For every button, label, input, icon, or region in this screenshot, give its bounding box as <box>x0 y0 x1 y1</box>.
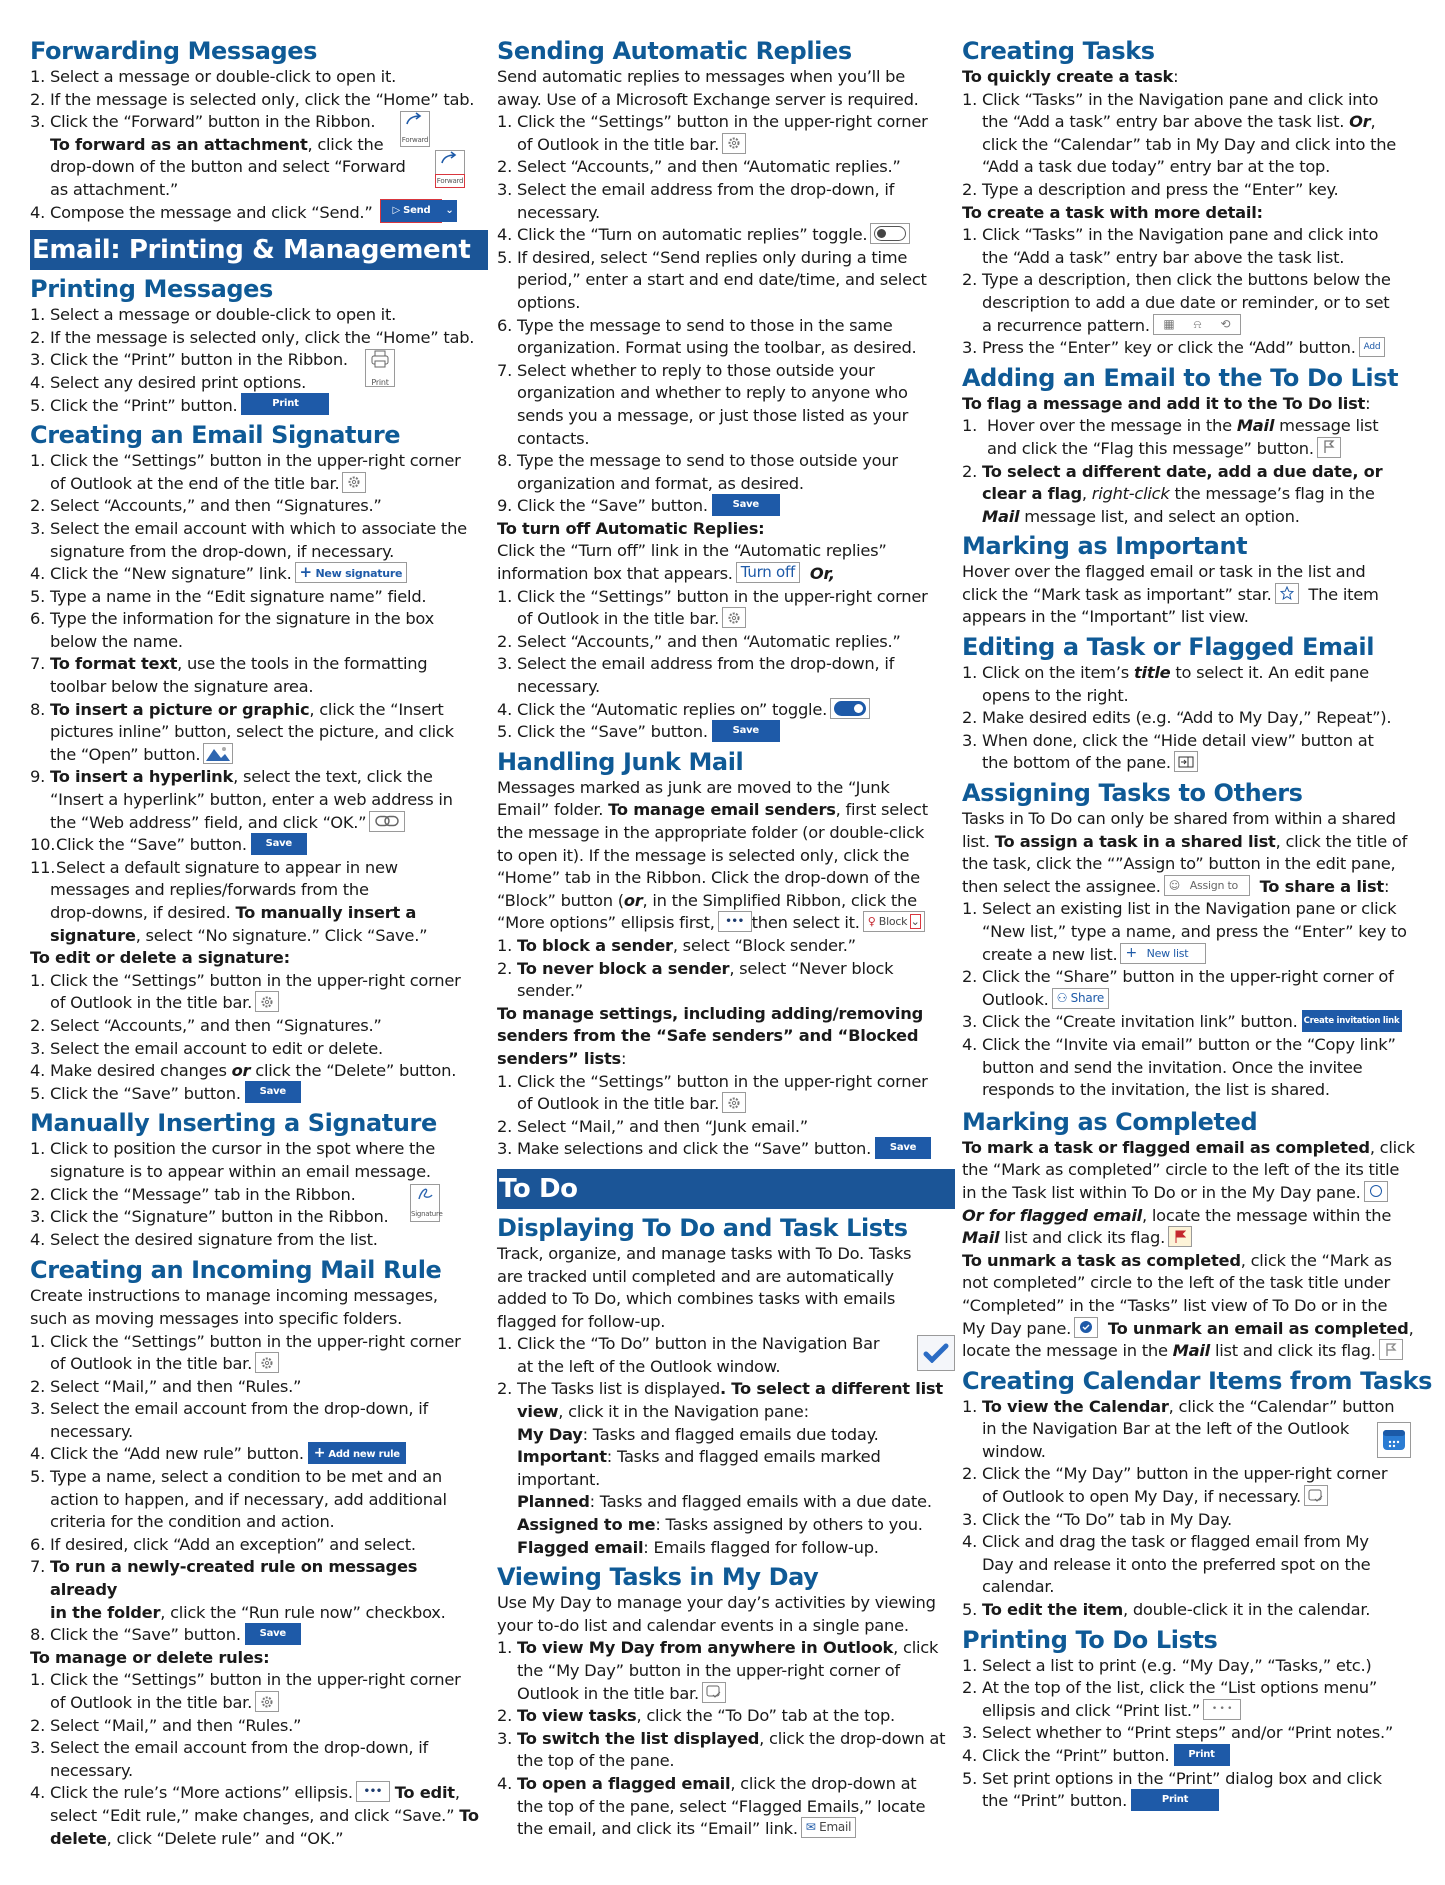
settings-gear-icon[interactable] <box>722 1092 746 1113</box>
print-ribbon-button[interactable]: Print <box>365 349 395 387</box>
share-people-icon: ⚇ <box>1056 990 1068 1005</box>
forward-ribbon-button[interactable]: Forward <box>400 111 430 147</box>
email-link[interactable]: ✉ Email <box>801 1817 856 1838</box>
list-view-assigned: Assigned to me: Tasks assigned by others to you. <box>517 1515 923 1535</box>
signature-ribbon-button[interactable]: Signature <box>410 1184 440 1222</box>
section-title-adding-email: Adding an Email to the To Do List <box>962 363 1399 392</box>
plus-icon: + <box>1125 944 1137 961</box>
list-options-ellipsis-icon[interactable]: • • • <box>1203 1699 1241 1720</box>
new-signature-link[interactable]: + New signature <box>295 562 408 583</box>
mark-completed-circle-icon[interactable] <box>1364 1181 1388 1202</box>
block-dropdown-chevron-icon[interactable]: ⌄ <box>910 915 920 929</box>
signature-pen-icon <box>416 1185 434 1201</box>
block-person-icon: ♀ <box>867 915 876 929</box>
settings-gear-icon[interactable] <box>255 991 279 1012</box>
forward-arrow-icon <box>404 112 426 126</box>
add-button[interactable]: Add <box>1359 337 1386 357</box>
section-title-junk-mail: Handling Junk Mail <box>497 747 744 776</box>
section-title-editing-task: Editing a Task or Flagged Email <box>962 633 1375 662</box>
envelope-icon: ✉ <box>805 1820 816 1835</box>
list-view-my-day: My Day: Tasks and flagged emails due today. <box>517 1424 879 1444</box>
section-title-forwarding: Forwarding Messages <box>30 37 318 65</box>
settings-gear-icon[interactable] <box>722 133 746 154</box>
reminder-bell-icon: ⍾ <box>1193 316 1202 331</box>
subheading-more-detail: To create a task with more detail: <box>962 202 1263 222</box>
section-title-important: Marking as Important <box>962 532 1248 561</box>
list-view-flagged: Flagged email: Emails flagged for follow-up. <box>517 1537 879 1557</box>
my-day-icon[interactable] <box>702 1682 726 1703</box>
section-title-manual-signature: Manually Inserting a Signature <box>30 1109 437 1138</box>
star-outline-icon[interactable] <box>1275 583 1299 604</box>
send-button[interactable]: ▷ Send <box>381 200 441 222</box>
plus-icon: + <box>299 563 312 582</box>
share-button[interactable]: ⚇ Share <box>1052 988 1109 1009</box>
subheading-turn-off: To turn off Automatic Replies: <box>497 518 765 538</box>
step: 1. Select a message or double-click to open it. <box>30 67 397 86</box>
column-3: Creating Tasks To quickly create a task: 1. Click “Tasks” in the Navigation pane and click into the “Add a task” entry bar above the task list. Or, click the “Calendar” tab in My Day and click into the “Add a task due today” entry bar at the top. 2. Type a description and press the “Enter” key. To create a task with more detail: 1. Click “Tasks” in the Navigation pane and click into the “Add a task” entry bar above the task list. 2. Type a description, then click the buttons below the description to add a due date or reminder, or to set a recurrence pattern. ▦ ⍾ ⟲ 3. Press the “Enter” key or click the “Add” button. Add Adding an Email to the To Do List To flag a message and add it to the To Do list: 1. Hover over the message in the Mail message list and click the “Flag this message” button. 2. To select a different date, add a due date, or clear a flag, right-click the message’s flag in the Mail message list, and select an option. Marking as Important Hover over the flagged email or task in the list and click the “Mark task as important” star. The item appears in the “Important” list view. Editing a Task or Flagged Email 1. Click on the item’s title to select it. An edit pane opens to the right. 2. Make desired edits (e.g. “Add to My Day,” Repeat”). 3. When done, click the “Hide detail view” button at the bottom of the pane. Assigning Tasks to Others Tasks in To Do can only be shared from within a shared list. To assign a task in a shared list, click the title of the task, click the “”Assign to” button in the edit pane, then select the assignee. ☺ Assign to To share a list: 1. Select an existing list in the Navigation pane or click “New list,” type a name, and press the “Enter” key to create a new list. + New list 2. Click the “Share” button in the upper-right corner of Outlook. ⚇ Share 3. Click the “Create invitation link” button. Create invitation link 4. Click the “Invite via email” button or the “Copy link” button and send the invitation. Once the invitee responds to the invitation, the list is shared. Marking as Completed To mark a task or flagged email as completed, click the “Mark as completed” circle to the left of the its title in the Task list within To Do or in the My Day pane. Or for flagged email, locate the message within the Mail list and click its flag. To unmark a task as completed, click the “Mark as not completed” circle to the left of the task title under “Completed” in the “Tasks” list view of To Do or in the My Day pane. To unmark an email as completed, locate the message in the Mail list and click its flag. Creating Calendar Items from Tasks 1. To view the Calendar, click the “Calendar” button in the Navigation Bar at the left of the Outlook window. 2. Click the “My Day” button in the upper-right corner of Outlook to open My Day, if necessary. 3. Click the “To Do” tab in My Day. 4. Click and drag the task or flagged email from My Day and release it onto the preferred spot on the calendar. 5. To edit the item, double-click it in the calendar. Printing To Do Lists 1. Select a list to print (e.g. “My Day,” “Tasks,” etc.) 2. At the top of the list, click the “List options menu” ellipsis and click “Print list.” • • • 3. Select whether to “Print steps” and/or “Print notes.” 4. Click the “Print” button. Print 5. Set print options in the “Print” dialog box and click the “Print” button. Print <box>962 37 1433 1811</box>
person-icon: ☺ <box>1168 878 1180 892</box>
more-options-ellipsis-icon[interactable]: ••• <box>718 911 752 932</box>
settings-gear-icon[interactable] <box>342 472 366 493</box>
hyperlink-icon[interactable] <box>369 811 405 832</box>
assign-to-button[interactable]: ☺ Assign to <box>1164 875 1250 896</box>
task-options-toolbar[interactable] <box>1153 314 1241 335</box>
step: 4. Compose the message and click “Send.” ▷ Send ⌄ <box>30 202 488 225</box>
section-title-printing-todo: Printing To Do Lists <box>962 1625 1218 1654</box>
todo-checkmark-icon[interactable] <box>917 1335 955 1371</box>
plus-icon: + <box>313 1444 326 1461</box>
red-flag-icon[interactable] <box>1168 1226 1192 1247</box>
section-title-mail-rule: Creating an Incoming Mail Rule <box>30 1256 442 1285</box>
section-title-printing: Printing Messages <box>30 275 273 304</box>
settings-gear-icon[interactable] <box>722 607 746 628</box>
subheading-manage-rules: To manage or delete rules: <box>30 1647 270 1667</box>
section-title-calendar-items: Creating Calendar Items from Tasks <box>962 1366 1433 1395</box>
settings-gear-icon[interactable] <box>255 1691 279 1712</box>
forward-dropdown-button[interactable]: Forward <box>435 150 465 188</box>
my-day-icon[interactable] <box>1304 1485 1328 1506</box>
print-button[interactable]: Print <box>1131 1789 1219 1811</box>
due-date-calendar-icon: ▦ <box>1163 316 1175 331</box>
printer-icon <box>370 350 390 368</box>
flag-outline-icon[interactable] <box>1317 437 1341 458</box>
section-title-auto-replies: Sending Automatic Replies <box>497 37 852 65</box>
block-button[interactable]: ♀ Block ⌄ <box>863 911 925 932</box>
forward-arrow-icon <box>439 151 461 165</box>
print-button[interactable]: Print <box>241 393 329 415</box>
create-invitation-link-button[interactable]: Create invitation link <box>1302 1010 1402 1032</box>
flag-outline-icon[interactable] <box>1379 1339 1403 1360</box>
column-1: Forwarding Messages 1. Select a message or double-click to open it. 2. If the message is selected only, click the “Home” tab. 3. Click the “Forward” button in the Ribbon. Forward To forward as an attachment, click the drop-down of the button and select “Forward Forward as attachment.” 4. Compose the message and click “Send.” ▷ Send ⌄ Email: Printing & Management Printing Messages 1. Select a message or double-click to open it. 2. If the message is selected only, click the “Home” tab. 3. Click the “Print” button in the Ribbon. Print 4. Select any desired print options. 5. Click the “Print” button. Print Creating an Email Signature 1. Click the “Settings” button in the upper-right corner of Outlook at the end of the title bar. 2. Select “Accounts,” and then “Signatures.” 3. Select the email account with which to associate the signature from the drop-down, if necessary. 4. Click the “New signature” link. + New signature 5. Type a name in the “Edit signature name” field. 6. Type the information for the signature in the box below the name. 7. To format text, use the tools in the formatting toolbar below the signature area. 8. To insert a picture or graphic, click the “Insert pictures inline” button, select the picture, and click the “Open” button. 9. To insert a hyperlink, select the text, click the “Insert a hyperlink” button, enter a web address in the “Web address” field, and click “OK.” 10. Click the “Save” button. Save 11. Select a default signature to appear in new messages and replies/forwards from the drop-downs, if desired. To manually insert a signature, select “No signature.” Click “Save.” To edit or delete a signature: 1. Click the “Settings” button in the upper-right corner of Outlook in the title bar. 2. Select “Accounts,” and then “Signatures.” 3. Select the email account to edit or delete. 4. Make desired changes or click the “Delete” button. 5. Click the “Save” button. Save Manually Inserting a Signature 1. Click to position the cursor in the spot where the signature is to appear within an email message. 2. Click the “Message” tab in the Ribbon. Signature 3. Click the “Signature” button in the Ribbon. 4. Select the desired signature from the list. Creating an Incoming Mail Rule Create instructions to manage incoming messages, such as moving messages into specific folders. 1. Click the “Settings” button in the upper-right corner of Outlook in the title bar. 2. Select “Mail,” and then “Rules.” 3. Select the email account from the drop-down, if necessary. 4. Click the “Add new rule” button. + Add new rule 5. Type a name, select a condition to be met and an action to happen, and if necessary, add additional criteria for the condition and action. 6. If desired, click “Add an exception” and select. 7. To run a newly-created rule on messages already in the folder, click the “Run rule now” checkbox. 8. Click the “Save” button. Save To manage or delete rules: 1. Click the “Settings” button in the upper-right corner of Outlook in the title bar. 2. Select “Mail,” and then “Rules.” 3. Select the email account from the drop-down, if necessary. 4. Click the rule’s “More actions” ellipsis. ••• To edit, select “Edit rule,” make changes, and click “Save.” To delete, click “Delete rule” and “OK.” <box>30 36 488 1850</box>
more-actions-ellipsis-icon[interactable]: ••• <box>356 1781 390 1802</box>
insert-picture-icon[interactable] <box>203 743 233 764</box>
auto-replies-toggle-on[interactable] <box>830 698 870 719</box>
hide-detail-view-icon[interactable] <box>1174 751 1198 772</box>
step: 3. Click the “Forward” button in the Ribbon. Forward <box>30 111 488 134</box>
send-dropdown-chevron-icon[interactable]: ⌄ <box>441 200 457 222</box>
section-title-creating-tasks: Creating Tasks <box>962 37 1155 65</box>
save-button[interactable]: Save <box>875 1137 931 1159</box>
turn-off-link[interactable]: Turn off <box>736 562 800 583</box>
save-button[interactable]: Save <box>245 1081 301 1103</box>
send-icon: ▷ <box>392 205 400 217</box>
auto-replies-toggle-off[interactable] <box>870 223 910 244</box>
new-list-button[interactable]: + New list <box>1120 943 1206 964</box>
column-2: Sending Automatic Replies Send automatic replies to messages when you’ll be away. Use of a Microsoft Exchange server is required. 1. Click the “Settings” button in the upper-right corner of Outlook in the title bar. 2. Select “Accounts,” and then “Automatic replies.” 3. Select the email address from the drop-down, if necessary. 4. Click the “Turn on automatic replies” toggle. 5. If desired, select “Send replies only during a time period,” enter a start and end date/time, and select options. 6. Type the message to send to those in the same organization. Format using the toolbar, as desired. 7. Select whether to reply to those outside your organization and whether to reply to anyone who sends you a message, or just those listed as your contacts. 8. Type the message to send to those outside your organization and format, as desired. 9. Click the “Save” button. Save To turn off Automatic Replies: Click the “Turn off” link in the “Automatic replies” information box that appears. Turn off Or, 1. Click the “Settings” button in the upper-right corner of Outlook in the title bar. 2. Select “Accounts,” and then “Automatic replies.” 3. Select the email address from the drop-down, if necessary. 4. Click the “Automatic replies on” toggle. 5. Click the “Save” button. Save Handling Junk Mail Messages marked as junk are moved to the “Junk Email” folder. To manage email senders, first select the message in the appropriate folder (or double-click to open it). If the message is selected only, click the “Home” tab in the Ribbon. Click the drop-down of the “Block” button (or, in the Simplified Ribbon, click the “More options” ellipsis first, ••• then select it. ♀ Block ⌄ 1. To block a sender, select “Block sender.” 2. To never block a sender, select “Never block sender.” To manage settings, including adding/removing senders from the “Safe senders” and “Blocked senders” lists: 1. Click the “Settings” button in the upper-right corner of Outlook in the title bar. 2. Select “Mail,” and then “Junk email.” 3. Make selections and click the “Save” button. Save To Do Displaying To Do and Task Lists Track, organize, and manage tasks with To Do. Tasks are tracked until completed and are automatically added to To Do, which combines tasks with emails flagged for follow-up. 1. Click the “To Do” button in the Navigation Bar at the left of the Outlook window. 2. The Tasks list is displayed. To select a different list view, click it in the Navigation pane: My Day: Tasks and flagged emails due today. Important: Tasks and flagged emails marked important. Planned: Tasks and flagged emails with a due date. Assigned to me: Tasks assigned by others to you. Flagged email: Emails flagged for follow-up. Viewing Tasks in My Day Use My Day to manage your day’s activities by viewing your to-do list and calendar events in a single pane. 1. To view My Day from anywhere in Outlook, click the “My Day” button in the upper-right corner of Outlook in the title bar. 2. To view tasks, click the “To Do” tab at the top. 3. To switch the list displayed, click the drop-down at the top of the pane. 4. To open a flagged email, click the drop-down at the top of the pane, select “Flagged Emails,” locate the email, and click its “Email” link. ✉ Email <box>497 36 955 1841</box>
settings-gear-icon[interactable] <box>255 1352 279 1373</box>
section-title-completed: Marking as Completed <box>962 1107 1258 1136</box>
calendar-app-icon[interactable] <box>1377 1422 1411 1458</box>
list-view-important: Important: Tasks and flagged emails marked <box>517 1447 881 1467</box>
list-view-planned: Planned: Tasks and flagged emails with a due date. <box>517 1492 932 1512</box>
section-title-signature: Creating an Email Signature <box>30 421 401 450</box>
section-title-my-day: Viewing Tasks in My Day <box>497 1563 819 1592</box>
save-button[interactable]: Save <box>712 720 780 742</box>
section-title-assigning: Assigning Tasks to Others <box>962 779 1303 808</box>
forward-attachment-text: To forward as an attachment, click the <box>50 134 384 154</box>
save-button[interactable]: Save <box>245 1623 301 1645</box>
banner-to-do: To Do <box>497 1169 955 1209</box>
subheading-edit-signature: To edit or delete a signature: <box>30 948 290 968</box>
save-button[interactable]: Save <box>251 833 307 855</box>
print-button[interactable]: Print <box>1174 1744 1230 1766</box>
save-button[interactable]: Save <box>712 494 780 516</box>
section-title-displaying-todo: Displaying To Do and Task Lists <box>497 1213 908 1242</box>
step: 2. If the message is selected only, click the “Home” tab. <box>30 89 475 109</box>
add-new-rule-button[interactable]: + Add new rule <box>308 1442 406 1464</box>
repeat-icon: ⟲ <box>1220 316 1231 331</box>
banner-email-printing-management: Email: Printing & Management <box>30 230 488 270</box>
completed-checkmark-circle-icon[interactable] <box>1074 1317 1098 1338</box>
